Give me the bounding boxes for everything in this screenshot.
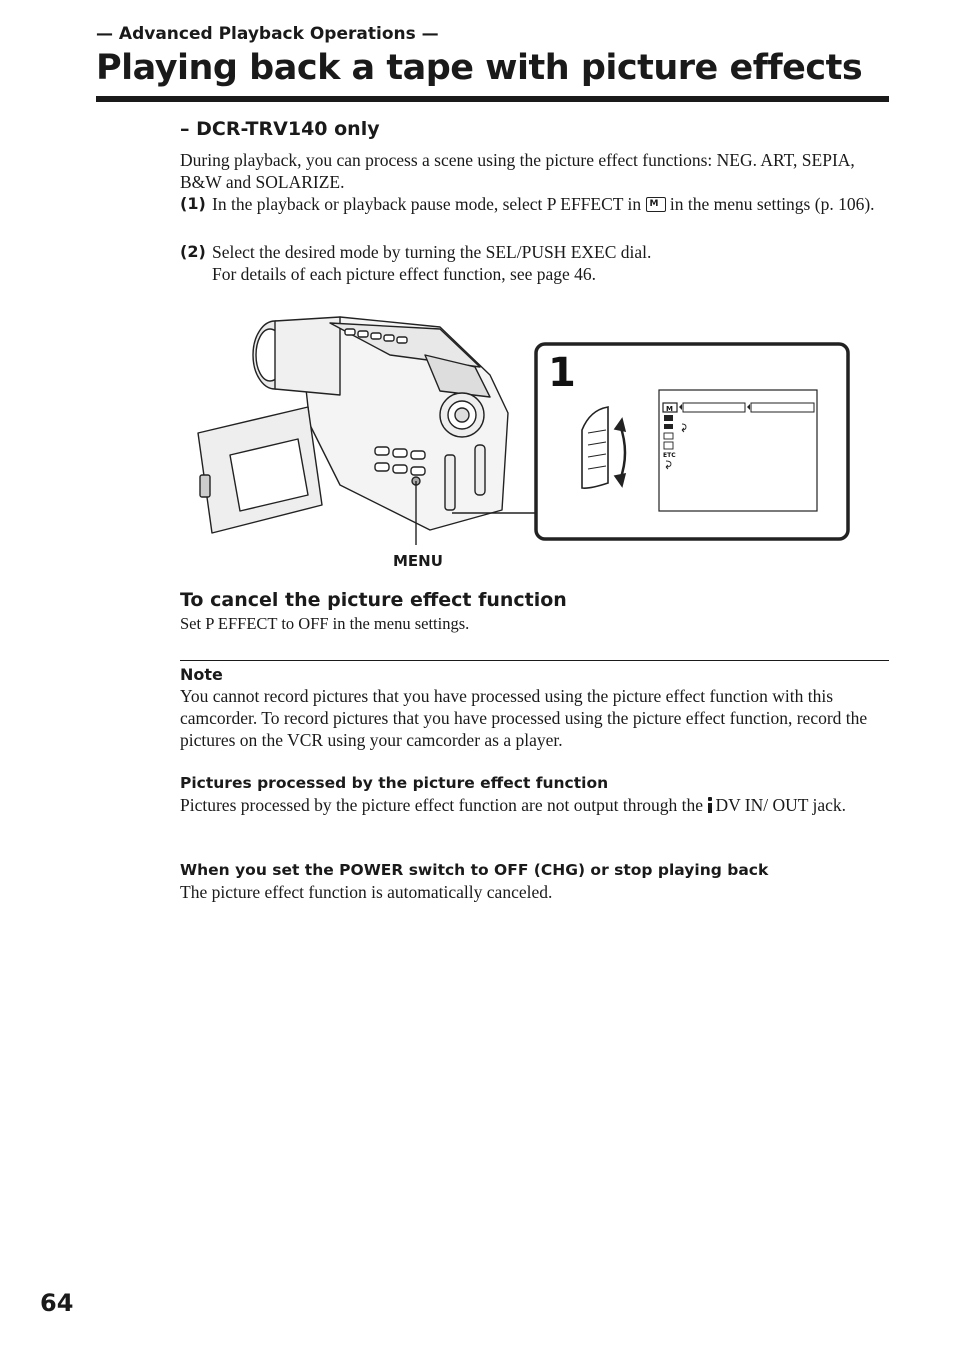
note-rule xyxy=(180,660,889,661)
power-text: The picture effect function is automatically canceled. xyxy=(180,882,553,902)
intro-text: During playback, you can process a scene using the picture effect functions: NEG. ART, SEPIA, B&W and SOLARIZE. xyxy=(180,150,855,192)
step-2 xyxy=(180,241,895,285)
dv-jack-icon xyxy=(707,797,713,813)
processed-text: Pictures processed by the picture effect function are not output through the DV IN/ OUT jack. xyxy=(180,795,847,815)
menu-button-label: MENU xyxy=(393,552,443,570)
menu-etc-label: ETC xyxy=(663,452,676,459)
cancel-heading: To cancel the picture effect function xyxy=(180,589,567,611)
page-number: 64 xyxy=(40,1289,74,1317)
model-heading: – DCR-TRV140 only xyxy=(180,118,380,140)
cancel-text: Set P EFFECT to OFF in the menu settings. xyxy=(180,614,470,633)
callout-step-number: 1 xyxy=(548,350,576,396)
step-subtext: For details of each picture effect function, see page 46. xyxy=(212,264,597,284)
note-heading: Note xyxy=(180,665,223,684)
step-number: (2) xyxy=(180,242,206,261)
processed-heading: Pictures processed by the picture effect function xyxy=(180,774,609,792)
note-text: You cannot record pictures that you have processed using the picture effect function with this camcorder. To record pictures that you have processed using the picture effect function, record the pictures on the VCR using your camcorder as a player. xyxy=(180,686,868,750)
step-number: (1) xyxy=(180,194,206,213)
step-text: in the menu settings (p. 106). xyxy=(669,194,875,214)
step-1 xyxy=(180,193,895,215)
page-title: Playing back a tape with picture effects xyxy=(96,48,863,88)
section-label: — Advanced Playback Operations — xyxy=(96,24,439,44)
step-text: Select the desired mode by turning the SEL/PUSH EXEC dial. xyxy=(212,242,652,262)
camcorder-figure xyxy=(190,305,855,550)
step-text: In the playback or playback pause mode, select P EFFECT in xyxy=(212,194,642,214)
power-heading: When you set the POWER switch to OFF (CHG) or stop playing back xyxy=(180,861,769,879)
svg-text:M: M xyxy=(666,405,673,413)
camcorder-illustration xyxy=(198,317,536,545)
menu-screen xyxy=(659,390,817,511)
menu-m-icon: M xyxy=(646,197,666,212)
title-rule xyxy=(96,96,889,102)
